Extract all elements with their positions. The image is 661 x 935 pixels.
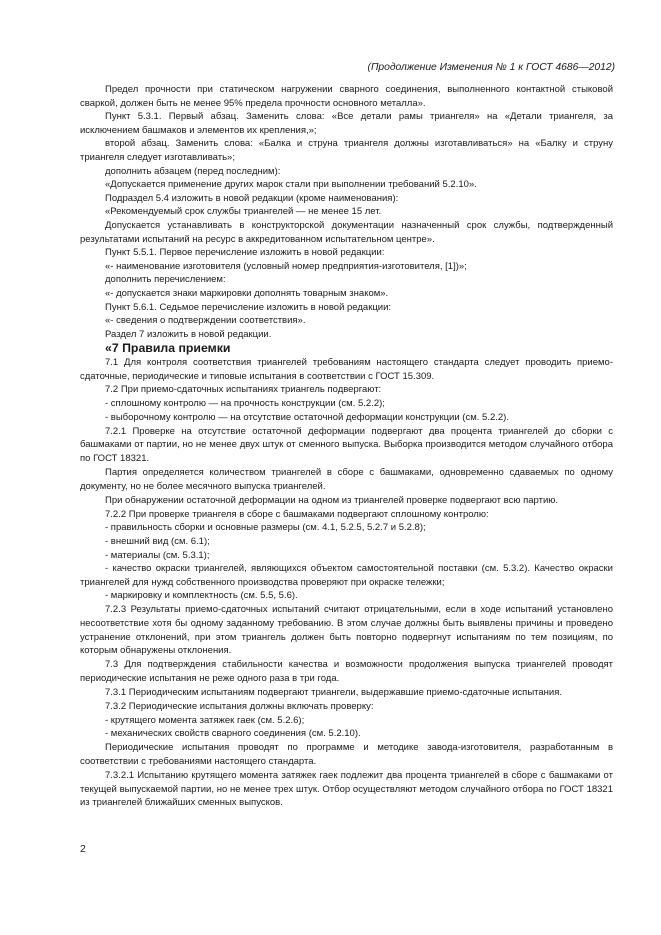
paragraph: Допускается устанавливать в конструкторской документации назначенный срок службы, подтвержденный результатами испытаний на ресурс в аккредитованном испытательном центре». [80,219,613,245]
paragraph: «Допускается применение других марок стали при выполнении требований 5.2.10». [105,179,477,191]
paragraph: «Рекомендуемый срок службы триангелей — не менее 15 лет. [105,206,382,218]
paragraph: второй абзац. Заменить слова: «Балка и струна триангеля должны изготавливаться» на «Балку и струну триангеля следует изготавливать»; [80,138,613,163]
paragraph: Раздел 7 изложить в новой редакции. [105,328,272,340]
paragraph: 7.2.2 При проверке триангеля в сборе с башмаками подвергают сплошному контролю: [105,508,489,520]
section-7-content [80,356,613,810]
list-item: - механических свойств сварного соединения (см. 5.2.10). [105,728,361,740]
list-item: - материалы (см. 5.3.1); [105,549,210,561]
paragraph: Предел прочности при статическом нагружении сварного соединения, выполненного контактной стыковой сваркой, должен быть не менее 95% предела прочности основного металла». [80,84,613,109]
paragraph: При обнаружении остаточной деформации на одном из триангелей проверке подвергают всю партию. [105,494,559,506]
list-item: - сплошному контролю — на прочность конструкции (см. 5.2.2); [105,398,385,410]
list-item: - выборочному контролю — на отсутствие остаточной деформации конструкции (см. 5.2.2). [105,411,509,423]
paragraph: 7.2 При приемо-сдаточных испытаниях триангель подвергают: [105,384,382,396]
paragraph: Партия определяется количеством триангелей в сборе с башмаками, одновременно сдаваемых по одному документу, но не более месячного выпуска триангелей. [80,467,613,492]
paragraph: Пункт 5.6.1. Седьмое перечисление изложить в новой редакции: [105,301,392,313]
list-item: - внешний вид (см. 6.1); [105,536,210,547]
document-body [80,83,613,810]
paragraph: «- сведения о подтверждении соответствия». [105,315,306,327]
paragraph: «- наименование изготовителя (условный номер предприятия-изготовителя, [1])»; [105,260,467,272]
paragraph: Пункт 5.5.1. Первое перечисление изложить в новой редакции: [105,247,385,259]
paragraph: 7.3.1 Периодическим испытаниям подвергают триангели, выдержавшие приемо-сдаточные испытания. [105,687,563,699]
paragraph: Подраздел 5.4 изложить в новой редакции (кроме наименования): [105,192,399,204]
list-item: - маркировку и комплектность (см. 5.5, 5.6). [105,590,298,602]
paragraph: «- допускается знаки маркировки дополнять товарным знаком». [105,287,389,299]
paragraph: Периодические испытания проводят по программе и методике завода-изготовителя, разработанным в соответствии с требованиями настоящего стандарта. [80,742,613,767]
paragraph: 7.3.2.1 Испытанию крутящего момента затяжек гаек подлежит два процента триангелей в сборе с башмаками от текущей выпускаемой партии, но не менее трех штук. Отбор осуществляют методом случайного отбора по ГОСТ 18321 из триангелей ближайших сменных выпусков. [80,770,613,809]
amendment-intro [80,83,613,341]
paragraph: дополнить абзацем (перед последним): [105,165,281,177]
paragraph: 7.3 Для подтверждения стабильности качества и возможности продолжения выпуска триангелей проводят периодические испытания не реже одного раза в три года. [80,659,613,684]
paragraph: 7.2.1 Проверке на отсутствие остаточной деформации подвергают два процента триангелей до сборки с башмаками от партии, но не менее двух штук от сменного выпуска. Выборка производится методом случайного отбора по ГОСТ 18321. [80,425,613,464]
paragraph: 7.3.2 Периодические испытания должны включать проверку: [105,701,374,713]
paragraph: Пункт 5.3.1. Первый абзац. Заменить слова: «Все детали рамы триангеля» на «Детали триангеля, за исключением башмаков и элементов их крепления,»; [80,111,613,136]
list-item: - крутящего момента затяжек гаек (см. 5.2.6); [105,714,305,726]
paragraph: 7.1 Для контроля соответствия триангелей требованиям настоящего стандарта следует проводить приемо-сдаточные, периодические и типовые испытания в соответствии с ГОСТ 15.309. [80,357,613,382]
list-item: - правильность сборки и основные размеры (см. 4.1, 5.2.5, 5.2.7 и 5.2.8); [105,522,426,534]
page-number: 2 [80,843,86,855]
section-heading: «7 Правила приемки [105,341,231,356]
running-header: (Продолжение Изменения № 1 к ГОСТ 4686—2012) [367,62,615,73]
paragraph: 7.2.3 Результаты приемо-сдаточных испытаний считают отрицательными, если в ходе испытаний установлено несоответствие хотя бы одному заданному требованию. В этом случае должны быть выявлены причины и проведено устранение отклонений, при этом триангель должен быть повторно подвергнут испытаниям по тем позициям, по которым обнаружены отклонения. [80,604,613,657]
paragraph: дополнить перечислением: [105,274,226,286]
list-item: - качество окраски триангелей, являющихся объектом самостоятельной поставки (см. 5.3.2). Качество окраски триангелей для нужд собственного производства проверяют при окраске тележки; [80,563,613,588]
